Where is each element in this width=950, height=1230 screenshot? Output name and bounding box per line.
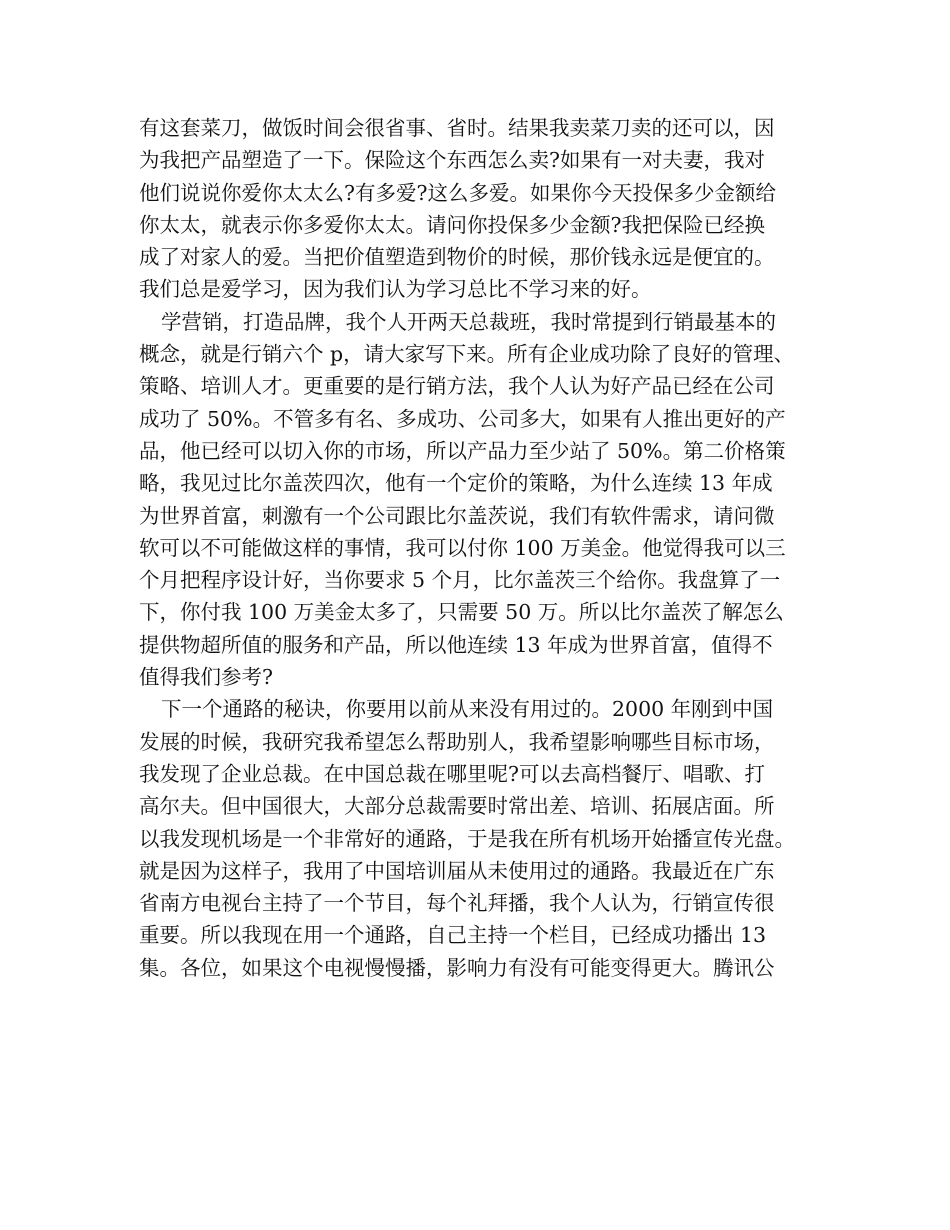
text-line: 略，我见过比尔盖茨四次，他有一个定价的策略，为什么连续 13 年成 [139, 471, 773, 496]
text-line: 成功了 50%。不管多有名、多成功、公司多大，如果有人推出更好的产 [139, 406, 786, 431]
text-line: 提供物超所值的服务和产品，所以他连续 13 年成为世界首富，值得不 [139, 632, 773, 657]
text-line: 以我发现机场是一个非常好的通路，于是我在所有机场开始播宣传光盘。 [139, 826, 795, 851]
text-line: 软可以不可能做这样的事情，我可以付你 100 万美金。他觉得我可以三 [139, 535, 786, 560]
text-line: 就是因为这样子，我用了中国培训届从未使用过的通路。我最近在广东 [139, 858, 775, 883]
text-line: 省南方电视台主持了一个节目，每个礼拜播，我个人认为，行销宣传很 [139, 891, 775, 916]
text-line: 重要。所以我现在用一个通路，自己主持一个栏目，已经成功播出 13 [139, 923, 767, 948]
text-line: 有这套菜刀，做饭时间会很省事、省时。结果我卖菜刀卖的还可以，因 [139, 116, 775, 140]
text-line: 为世界首富，刺激有一个公司跟比尔盖茨说，我们有软件需求，请问微 [139, 503, 775, 528]
text-line: 他们说说你爱你太太么?有多爱?这么多爱。如果你今天投保多少金额给 [139, 180, 776, 205]
text-line: 集。各位，如果这个电视慢慢播，影响力有没有可能变得更大。腾讯公 [139, 955, 775, 980]
text-line: 值得我们参考? [139, 665, 273, 690]
text-line: 为我把产品塑造了一下。保险这个东西怎么卖?如果有一对夫妻，我对 [139, 148, 765, 173]
text-line: 下一个通路的秘诀，你要用以前从来没有用过的。2000 年刚到中国 [161, 697, 774, 722]
text-line: 我发现了企业总裁。在中国总裁在哪里呢?可以去高档餐厅、唱歌、打 [139, 761, 765, 786]
text-line: 成了对家人的爱。当把价值塑造到物价的时候，那价钱永远是便宜的。 [139, 245, 775, 270]
text-line: 概念，就是行销六个 p，请大家写下来。所有企业成功除了良好的管理、 [139, 342, 795, 367]
text-line: 你太太，就表示你多爱你太太。请问你投保多少金额?我把保险已经换 [139, 212, 765, 237]
text-line: 高尔夫。但中国很大，大部分总裁需要时常出差、培训、拓展店面。所 [139, 794, 775, 819]
text-line: 个月把程序设计好，当你要求 5 个月，比尔盖茨三个给你。我盘算了一 [139, 568, 781, 593]
text-line: 发展的时候，我研究我希望怎么帮助别人，我希望影响哪些目标市场， [139, 729, 775, 754]
text-line: 策略、培训人才。更重要的是行销方法，我个人认为好产品已经在公司 [139, 374, 775, 399]
text-line: 我们总是爱学习，因为我们认为学习总比不学习来的好。 [139, 277, 652, 302]
body-text [139, 112, 819, 984]
text-line: 品，他已经可以切入你的市场，所以产品力至少站了 50%。第二价格策 [139, 438, 786, 463]
text-line: 学营销，打造品牌，我个人开两天总裁班，我时常提到行销最基本的 [161, 309, 776, 334]
text-line: 下，你付我 100 万美金太多了，只需要 50 万。所以比尔盖茨了解怎么 [139, 600, 784, 625]
